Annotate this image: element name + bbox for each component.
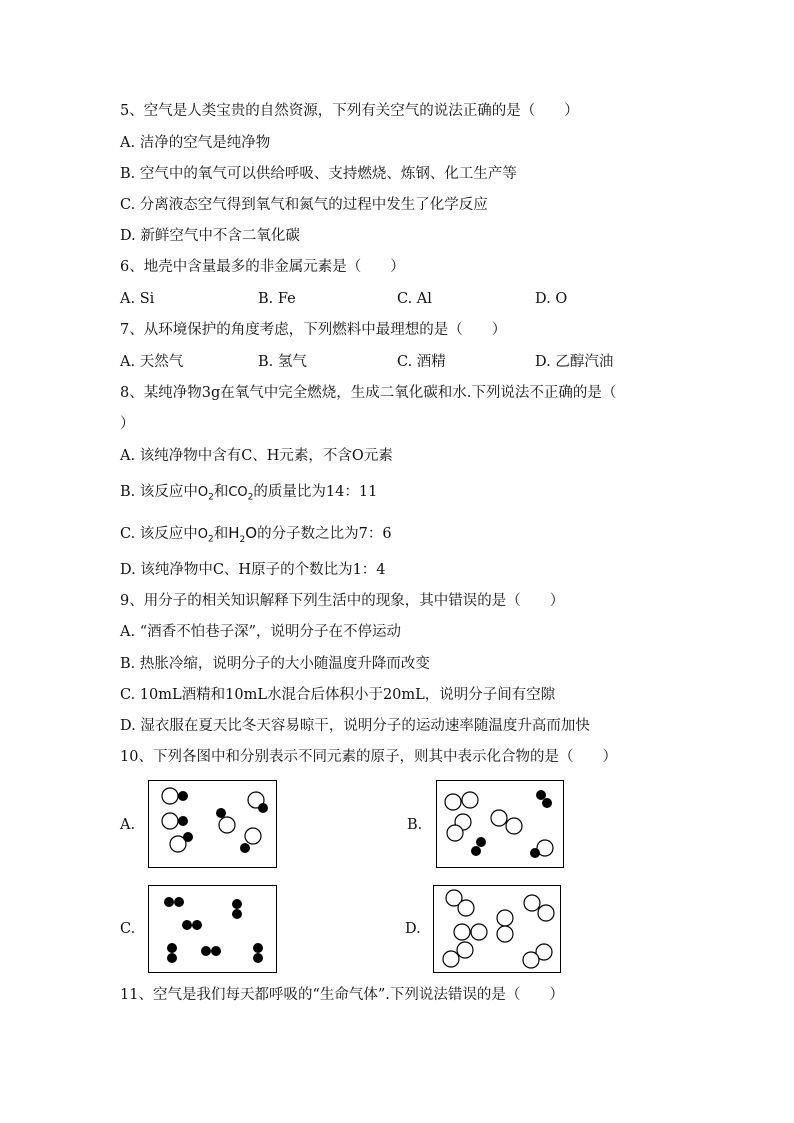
black-atom (178, 816, 188, 826)
white-atom (162, 788, 178, 804)
q10-label-c: C. (120, 921, 136, 937)
black-atom (471, 846, 481, 856)
q8-c-h: H (228, 524, 240, 542)
q10-figure-d-atoms (434, 886, 560, 972)
black-atom (253, 943, 263, 953)
q10-figure-c (148, 885, 277, 973)
q8-option-d: D. 该纯净物中C、H原子的个数比为1：4 (120, 562, 386, 578)
black-atom (530, 848, 540, 858)
q10-label-a: A. (120, 817, 136, 833)
q8-b-o-sub: 2 (208, 492, 214, 503)
q10-label-b: B. (407, 817, 423, 833)
black-atom (167, 953, 177, 963)
white-atom (219, 817, 235, 833)
q10-figure-a-atoms (149, 781, 276, 867)
black-atom (258, 803, 268, 813)
white-atom (497, 910, 513, 926)
black-atom (174, 897, 184, 907)
q7-option-a: A. 天然气 (120, 354, 184, 370)
q8-b-co: CO (228, 485, 248, 500)
white-atom (445, 794, 461, 810)
q8-b-prefix: B. 该反应中 (120, 484, 198, 500)
black-atom (192, 920, 202, 930)
q5-option-a: A. 洁净的空气是纯净物 (120, 135, 271, 151)
q6-option-b: B. Fe (258, 291, 296, 307)
black-atom (476, 837, 486, 847)
q8-b-mid: 和 (213, 484, 229, 500)
q10-figure-d (433, 885, 561, 973)
black-atom (183, 832, 193, 842)
q7-option-c: C. 酒精 (397, 354, 446, 370)
q8-b-co-sub: 2 (247, 492, 254, 503)
q5-option-d: D. 新鲜空气中不含二氧化碳 (120, 228, 300, 244)
q8-c-formula-h2o (228, 524, 258, 545)
q8-b-formula-o2 (197, 485, 214, 503)
black-atom (232, 899, 242, 909)
q10-figure-b-atoms (437, 781, 563, 867)
q9-option-c: C. 10mL酒精和10mL水混合后体积小于20mL，说明分子间有空隙 (120, 687, 556, 703)
q9-option-a: A. “酒香不怕巷子深”，说明分子在不停运动 (120, 624, 402, 640)
q9-option-d: D. 湿衣服在夏天比冬天容易晾干，说明分子的运动速率随温度升高而加快 (120, 718, 590, 734)
q8-b-formula-co2 (228, 485, 254, 503)
q8-option-c (120, 523, 392, 550)
black-atom (164, 897, 174, 907)
q8-c-o2: O (245, 524, 258, 542)
q10-figure-c-atoms (149, 886, 276, 972)
white-atom (471, 924, 487, 940)
q10-figure-b (436, 780, 564, 868)
q9-option-b: B. 热胀冷缩，说明分子的大小随温度升降而改变 (120, 656, 430, 672)
white-atom (523, 952, 539, 968)
q8-c-suffix: 的分子数之比为7：6 (257, 526, 392, 542)
black-atom (211, 946, 221, 956)
q8-c-h-sub: 2 (239, 535, 246, 545)
q5-option-c: C. 分离液态空气得到氧气和氮气的过程中发生了化学反应 (120, 197, 488, 213)
q10-figure-a (148, 780, 277, 868)
q8-c-mid: 和 (213, 526, 229, 542)
white-atom (245, 828, 261, 844)
q8-c-prefix: C. 该反应中 (120, 526, 198, 542)
black-atom (167, 943, 177, 953)
white-atom (462, 792, 478, 808)
white-atom (538, 905, 554, 921)
q8-stem-line1: 8、某纯净物3g在氧气中完全燃烧，生成二氧化碳和水.下列说法不正确的是（ (120, 385, 617, 401)
white-atom (457, 942, 473, 958)
q8-b-suffix: 的质量比为14：11 (253, 484, 378, 500)
white-atom (458, 900, 474, 916)
q8-option-a: A. 该纯净物中含有C、H元素，不含O元素 (120, 448, 393, 464)
white-atom (162, 813, 178, 829)
q9-stem: 9、用分子的相关知识解释下列生活中的现象，其中错误的是（ ） (120, 593, 565, 609)
q8-c-o-sub: 2 (208, 534, 214, 545)
q6-option-d: D. O (535, 291, 568, 307)
black-atom (201, 946, 211, 956)
q7-stem: 7、从环境保护的角度考虑，下列燃料中最理想的是（ ） (120, 322, 507, 338)
white-atom (454, 924, 470, 940)
black-atom (178, 791, 188, 801)
q11-stem: 11、空气是我们每天都呼吸的“生命气体”.下列说法错误的是（ ） (120, 987, 564, 1003)
white-atom (447, 825, 463, 841)
black-atom (536, 790, 546, 800)
q10-label-d: D. (405, 921, 421, 937)
black-atom (182, 920, 192, 930)
q7-option-b: B. 氢气 (258, 354, 307, 370)
black-atom (542, 798, 552, 808)
q8-stem-line2: ） (120, 416, 135, 432)
white-atom (506, 818, 522, 834)
q7-option-d: D. 乙醇汽油 (535, 354, 614, 370)
white-atom (443, 951, 459, 967)
q8-c-formula-o2 (197, 527, 214, 545)
q10-stem: 10、下列各图中和分别表示不同元素的原子，则其中表示化合物的是（ ） (120, 749, 617, 765)
black-atom (240, 843, 250, 853)
q5-stem: 5、空气是人类宝贵的自然资源，下列有关空气的说法正确的是（ ） (120, 103, 579, 119)
black-atom (216, 808, 226, 818)
white-atom (497, 926, 513, 942)
q5-option-b: B. 空气中的氧气可以供给呼吸、支持燃烧、炼钢、化工生产等 (120, 166, 517, 182)
q8-c-o: O (197, 527, 209, 542)
q8-b-o: O (197, 485, 209, 500)
black-atom (253, 953, 263, 963)
q6-stem: 6、地壳中含量最多的非金属元素是（ ） (120, 259, 405, 275)
white-atom (491, 810, 507, 826)
q6-option-c: C. Al (397, 291, 432, 307)
white-atom (524, 895, 540, 911)
black-atom (232, 909, 242, 919)
q6-option-a: A. Si (120, 291, 155, 307)
q8-option-b (120, 482, 377, 508)
